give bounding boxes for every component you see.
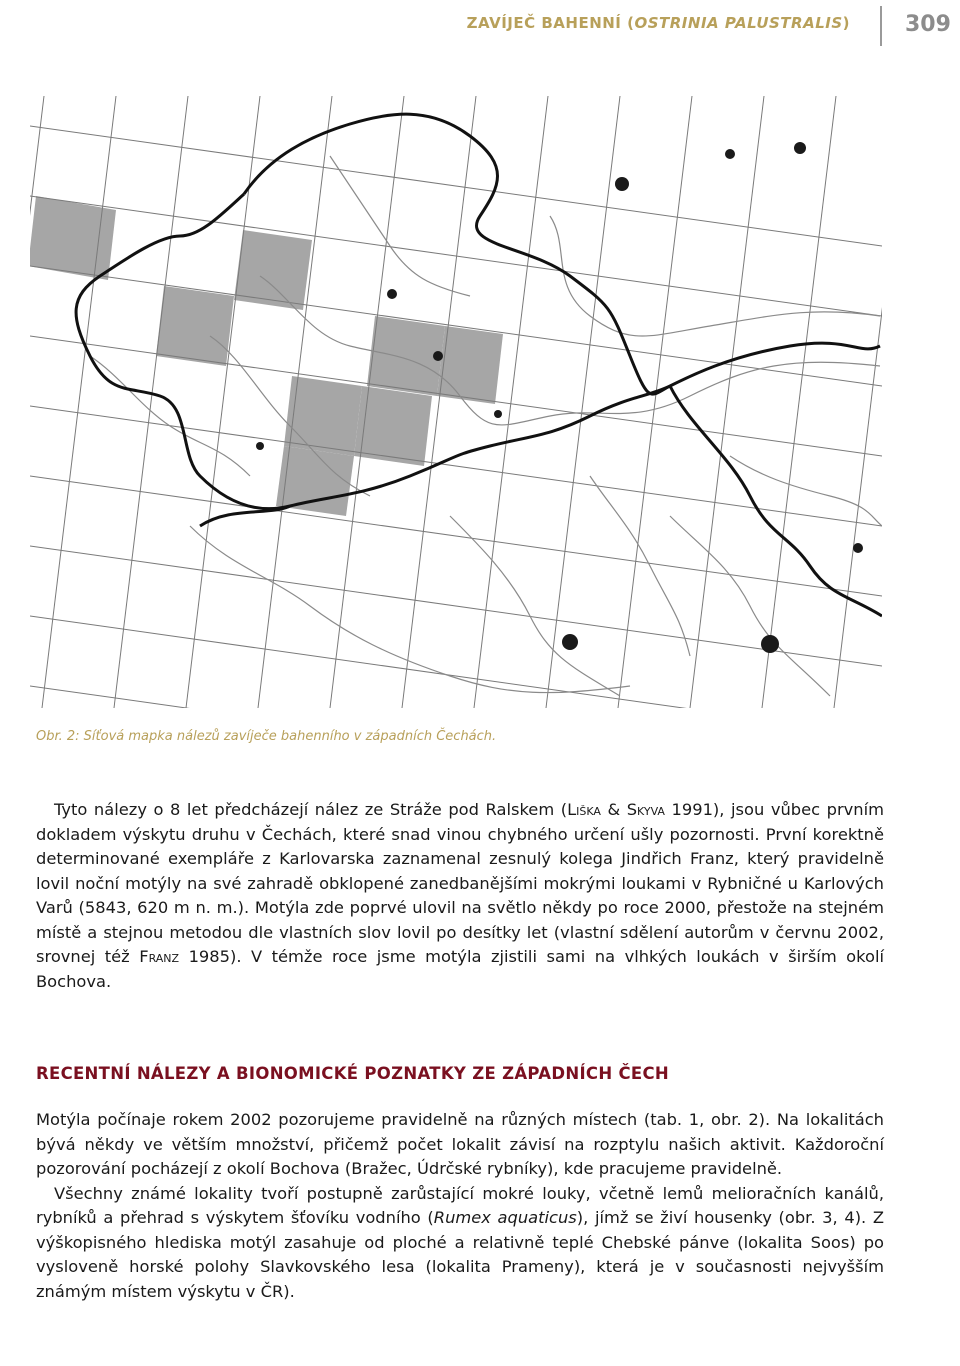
occupied-cell	[234, 230, 312, 310]
p3-text-1: Všechny známé lokality tvoří postupně zarůstající mokré louky, včetně lemů melioračních kanálů, rybníků a přehrad s výskytem šťovíku vodního (	[36, 1183, 884, 1227]
p3-text-2: ), jímž se živí housenky (obr. 3, 4). Z výškopisného hlediska motýl zasahuje od ploché a relativně teplé Chebské pánve (lokalita Soos) po vysloveně horské polohy Slavkovského lesa (lokalita Prameny), která je v současnosti nejvyšším známým místem výskytu v ČR).	[36, 1208, 885, 1301]
town	[853, 543, 863, 553]
author-skyva: Skyva	[626, 800, 665, 819]
author-franz: Franz	[139, 947, 180, 966]
section-body	[36, 1108, 884, 1304]
town	[794, 142, 806, 154]
page-number: 309	[905, 12, 951, 37]
p1-text-1: Tyto nálezy o 8 let předcházejí nález ze Stráže pod Ralskem (	[54, 800, 568, 819]
town	[615, 177, 629, 191]
p1-text-4: 1985). V témže roce jsme motýla zjistili sami na vlhkých loukách v širším okolí Bochova.	[36, 947, 884, 991]
author-liska: Liška	[567, 800, 601, 819]
p1-text-3: 1991), jsou vůbec prvním dokladem výskytu druhu v Čechách, které snad vinou chybného určení ušly pozornosti. První korektně determinované exempláře z Karlovarska zaznamenal zesnulý kolega Jindřich Franz, který pravidelně lovil noční motýly na své zahradě obklopené zanedbanějšími mokrými loukami v Rybničné u Karlových Varů (5843, 620 m n. m.). Motýla zde poprvé ulovil na světlo někdy po roce 2000, přestože na stejném místě a stejnou metodou dle vlastních slov lovil po desítky let (vlastní sdělení autorům v červnu 2002, srovnej též	[36, 800, 885, 966]
town	[725, 149, 735, 159]
occupied-cell	[354, 386, 432, 466]
town	[256, 442, 264, 450]
running-head-prefix: ZAVÍJEČ BAHENNÍ (	[466, 14, 635, 32]
section-heading: RECENTNÍ NÁLEZY A BIONOMICKÉ POZNATKY ZE ZÁPADNÍCH ČECH	[36, 1064, 669, 1083]
town	[761, 635, 779, 653]
grid-lines	[30, 96, 882, 708]
town	[433, 351, 443, 361]
species-name: Rumex aquaticus	[433, 1208, 577, 1227]
header-divider	[880, 6, 882, 46]
figure-caption: Obr. 2: Síťová mapka nálezů zavíječe bahenního v západních Čechách.	[36, 729, 497, 744]
running-head-species: OSTRINIA PALUSTRALIS	[634, 14, 843, 32]
occupied-cell	[156, 286, 234, 366]
p1-text-2: &	[600, 800, 627, 819]
grid-map	[30, 96, 882, 708]
running-head-suffix: )	[842, 14, 850, 32]
running-head	[467, 14, 850, 32]
occupied-cell	[284, 376, 362, 456]
town	[562, 634, 578, 650]
town	[387, 289, 397, 299]
paragraph-3	[36, 1182, 884, 1305]
paragraph-2: Motýla počínaje rokem 2002 pozorujeme pravidelně na různých místech (tab. 1, obr. 2). Na lokalitách bývá někdy ve větším množství, přičemž počet lokalit závisí na rozptylu našich aktivit. Každoroční pozorování pocházejí z okolí Bochova (Bražec, Údrčské rybníky), kde pracujeme pravidelně.	[36, 1110, 884, 1178]
town	[494, 410, 502, 418]
paragraph-1	[36, 798, 884, 994]
